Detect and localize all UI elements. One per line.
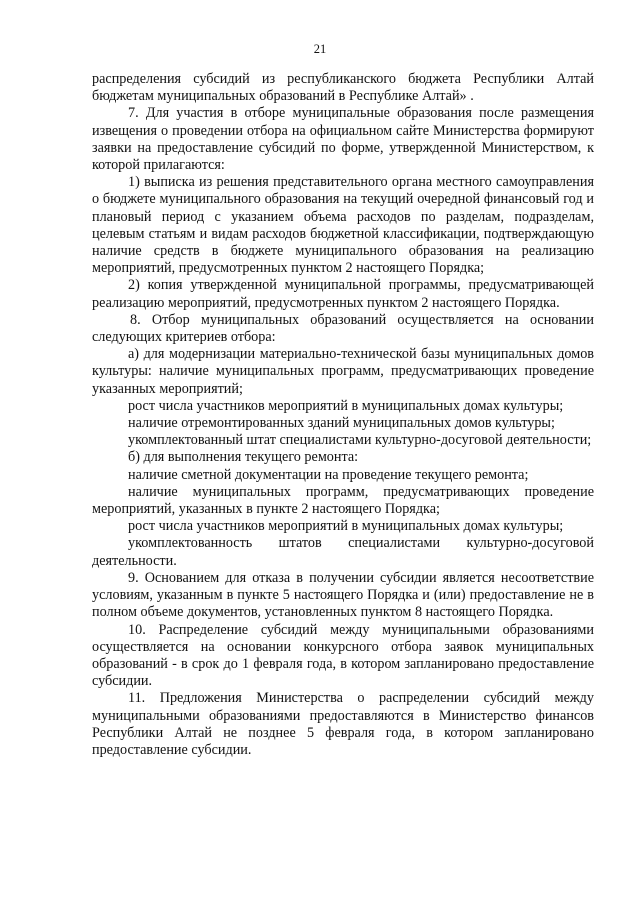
paragraph-item-7: 7. Для участия в отборе муниципальные образования после размещения извещения о проведении отбора на официальном сайте Министерства формируют заявки на предоставление субсидий по форме, утвержденной Министерством, к которой прилагаются: — [92, 105, 594, 174]
paragraph-criteria-b-programs: наличие муниципальных программ, предусматривающих проведение мероприятий, указанных в пункте 2 настоящего Порядка; — [92, 483, 594, 518]
paragraph-criteria-b-growth: рост числа участников мероприятий в муниципальных домах культуры; — [128, 518, 564, 535]
paragraph-subitem-1: 1) выписка из решения представительного органа местного самоуправления о бюджете муниципального образования на текущий очередной финансовый год и плановый период с указанием объема расходов по разделам, подразделам, целевым статьям и видам расходов бюджетной классификации, подтверждающую наличие средств в бюджете муниципального образования на реализацию мероприятий, предусмотренных пунктом 2 настоящего Порядка; — [92, 174, 594, 277]
paragraph-criteria-a-growth: рост числа участников мероприятий в муниципальных домах культуры; — [128, 397, 564, 414]
paragraph-criteria-a: а) для модернизации материально-технической базы муниципальных домов культуры: наличие муниципальных программ, предусматривающих проведение указанных мероприятий; — [92, 346, 594, 397]
paragraph-item-10: 10. Распределение субсидий между муниципальными образованиями осуществляется на основании конкурсного отбора заявок муниципальных образований - в срок до 1 февраля года, в котором запланировано предоставление субсидии. — [92, 621, 594, 690]
paragraph-criteria-b: б) для выполнения текущего ремонта: — [128, 449, 359, 466]
paragraph-criteria-b-estimate: наличие сметной документации на проведение текущего ремонта; — [128, 466, 529, 483]
paragraph-criteria-a-buildings: наличие отремонтированных зданий муниципальных домов культуры; — [128, 415, 555, 432]
paragraph-item-8: 8. Отбор муниципальных образований осуществляется на основании следующих критериев отбора: — [92, 311, 594, 346]
paragraph-criteria-b-staff: укомплектованность штатов специалистами культурно-досуговой деятельности. — [92, 535, 594, 569]
paragraph-continuation: распределения субсидий из республиканского бюджета Республики Алтай бюджетам муниципальных образований в Республике Алтай» . — [92, 71, 594, 105]
paragraph-item-9: 9. Основанием для отказа в получении субсидии является несоответствие условиям, указанным в пункте 5 настоящего Порядка и (или) предоставление не в полном объеме документов, установленных пунктом 8 настоящего Порядка. — [92, 569, 594, 621]
paragraph-item-11: 11. Предложения Министерства о распределении субсидий между муниципальными образованиями предоставляются в Министерство финансов Республики Алтай не позднее 5 февраля года, в котором запланировано предоставление субсидии. — [92, 690, 594, 758]
paragraph-subitem-2: 2) копия утвержденной муниципальной программы, предусматривающей реализацию мероприятий, предусмотренных пунктом 2 настоящего Порядка. — [92, 277, 594, 311]
paragraph-criteria-a-staff: укомплектованный штат специалистами культурно-досуговой деятельности; — [128, 432, 592, 449]
document-body — [92, 71, 594, 759]
page-number: 21 — [313, 42, 327, 56]
